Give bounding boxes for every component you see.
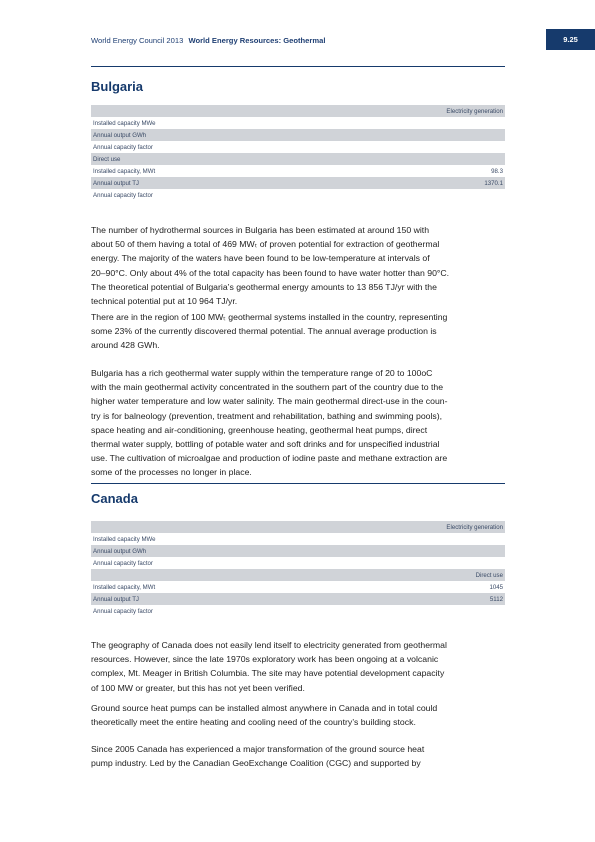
canada-paragraph-2	[91, 701, 505, 729]
text-line: around 428 GWh.	[91, 340, 160, 351]
text-line: The number of hydrothermal sources in Bulgaria has been estimated at around 150 with	[91, 225, 430, 235]
canada-section-rule	[91, 483, 505, 484]
text-line: The theoretical potential of Bulgaria’s geothermal energy amounts to 13 856 TJ/yr with the	[91, 281, 437, 292]
text-line: Since 2005 Canada has experienced a major transformation of the ground source heat	[91, 744, 425, 754]
text-line: Bulgaria has a rich geothermal water supply within the temperature range of 20 to 100oC	[91, 368, 433, 378]
table-row	[91, 105, 505, 117]
text-line: some 23% of the currently discovered thermal potential. The annual average production is	[91, 326, 437, 337]
text-line: technical potential put at 10 964 TJ/yr.	[91, 296, 238, 307]
text-line: complex, Mt. Meager in British Columbia. The site may have potential development capacity	[91, 668, 445, 679]
row-label: Annual output TJ	[93, 179, 139, 187]
text-line: The geography of Canada does not easily lend itself to electricity generated from geothermal	[91, 640, 447, 650]
canada-paragraph-3	[91, 742, 505, 770]
row-label: Direct use	[93, 155, 121, 163]
row-label: Annual output TJ	[93, 595, 139, 603]
table-row	[91, 581, 505, 593]
table-row	[91, 141, 505, 153]
header-org: World Energy Council 2013	[91, 36, 184, 45]
row-label: Installed capacity MWe	[93, 535, 156, 543]
table-row	[91, 153, 505, 165]
bulgaria-section-rule	[91, 66, 505, 67]
row-label: Annual capacity factor	[93, 607, 153, 615]
text-line: 20–90°C. Only about 4% of the total capacity has been found to have water hotter than 90°C.	[91, 267, 450, 278]
row-value: 5112	[489, 595, 503, 603]
row-value: Electricity generation	[446, 523, 503, 531]
running-header	[91, 36, 325, 45]
text-line: higher water temperature and low water salinity. The main geothermal direct-use in the coun-	[91, 396, 448, 407]
row-label: Installed capacity MWe	[93, 119, 156, 127]
row-label: Annual output GWh	[93, 547, 147, 555]
text-line: with the main geothermal activity concentrated in the southern part of the country due to the	[91, 382, 444, 393]
row-label: Annual capacity factor	[93, 191, 153, 199]
text-line: thermal water supply, bottling of potable water and soft drinks and for unspecified industrial	[91, 439, 440, 450]
text-line: use. The cultivation of microalgae and production of iodine paste and methane extraction are	[91, 453, 448, 464]
row-label: Annual capacity factor	[93, 143, 153, 151]
table-row	[91, 545, 505, 557]
text-line: of 100 MW or greater, but this has not yet been verified.	[91, 682, 305, 693]
table-row	[91, 521, 505, 533]
text-line: energy. The majority of the waters have been found to be low-temperature at intervals of	[91, 253, 430, 264]
row-value: 1370.1	[484, 179, 503, 187]
row-label: Installed capacity, MWt	[93, 583, 156, 591]
row-value: 1045	[489, 583, 503, 591]
bulgaria-data-table	[91, 105, 505, 201]
bulgaria-paragraph-1	[91, 223, 505, 308]
row-label: Installed capacity, MWt	[93, 167, 156, 175]
bulgaria-paragraph-2	[91, 310, 505, 353]
table-row	[91, 117, 505, 129]
page-number-tab: 9.25	[546, 29, 595, 50]
canada-title: Canada	[91, 491, 138, 506]
text-line: Ground source heat pumps can be installed almost anywhere in Canada and in total could	[91, 703, 438, 713]
table-row	[91, 593, 505, 605]
text-line: some of the processes no longer in place.	[91, 467, 252, 478]
table-row	[91, 605, 505, 617]
text-line: space heating and air-conditioning, greenhouse heating, geothermal heat pumps, direct	[91, 424, 428, 435]
table-row	[91, 557, 505, 569]
bulgaria-title: Bulgaria	[91, 79, 144, 94]
table-row	[91, 129, 505, 141]
canada-data-table	[91, 521, 505, 617]
table-row	[91, 569, 505, 581]
canada-paragraph-1	[91, 638, 505, 695]
row-label: Annual output GWh	[93, 131, 147, 139]
table-row	[91, 165, 505, 177]
bulgaria-paragraph-3	[91, 366, 505, 480]
row-value: Direct use	[475, 571, 503, 579]
text-line: about 50 of them having a total of 469 MWₜ of proven potential for extraction of geothermal	[91, 239, 440, 250]
row-value: Electricity generation	[446, 107, 503, 115]
row-value: 98.3	[491, 167, 503, 175]
text-line: resources. However, since the late 1970s exploratory work has been ongoing at a volcanic	[91, 654, 439, 665]
text-line: pump industry. Led by the Canadian GeoExchange Coalition (CGC) and supported by	[91, 758, 421, 769]
table-row	[91, 533, 505, 545]
text-line: theoretically meet the entire heating and cooling need of the country’s building stock.	[91, 717, 416, 728]
header-title: World Energy Resources: Geothermal	[188, 36, 326, 45]
text-line: There are in the region of 100 MWₜ geothermal systems installed in the country, representing	[91, 312, 448, 322]
table-row	[91, 189, 505, 201]
row-label: Annual capacity factor	[93, 559, 153, 567]
text-line: try is for balneology (prevention, treatment and rehabilitation, bathing and swimming pools),	[91, 410, 443, 421]
table-row	[91, 177, 505, 189]
